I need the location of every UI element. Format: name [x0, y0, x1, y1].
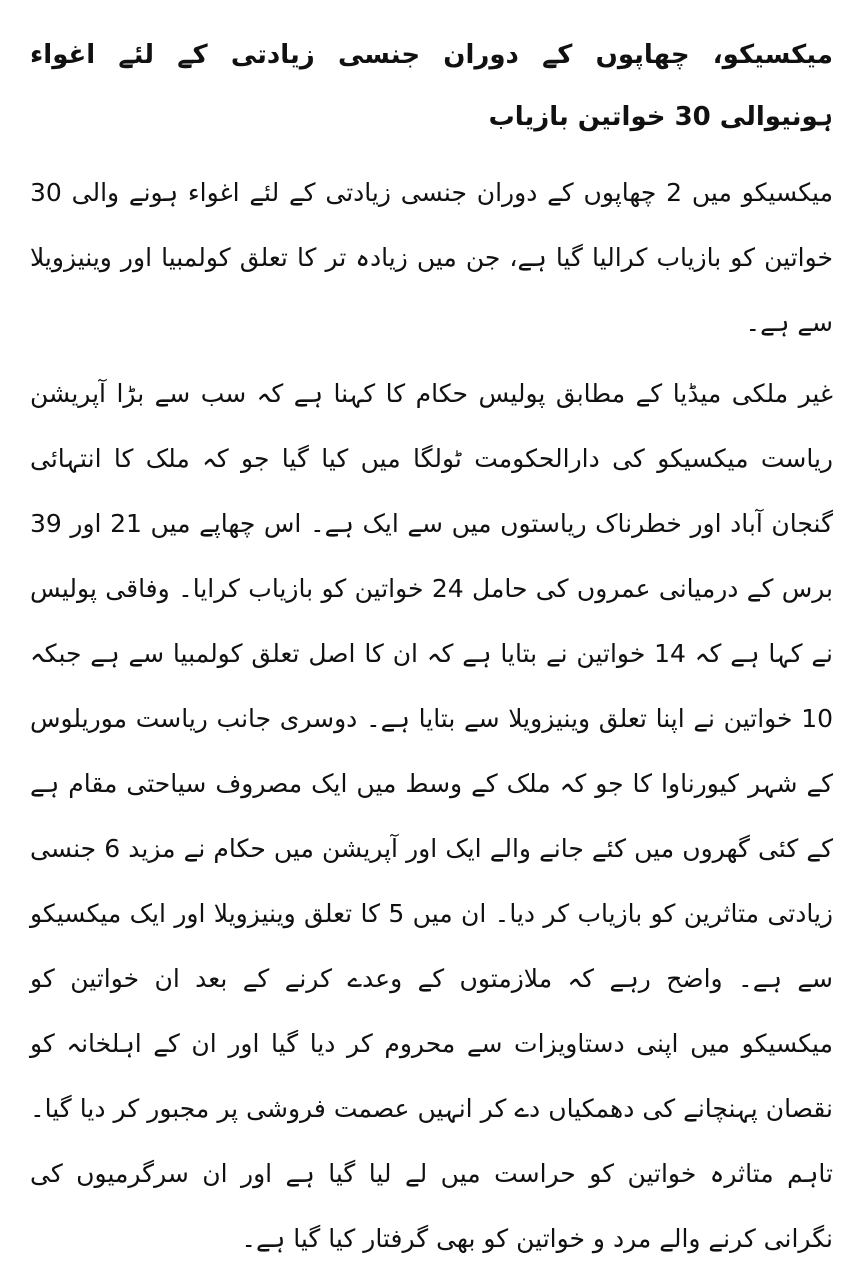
article-headline: میکسیکو، چھاپوں کے دوران جنسی زیادتی کے لئے اغواء ہونیوالی 30 خواتین بازیاب	[30, 40, 833, 132]
article-body-paragraph: غیر ملکی میڈیا کے مطابق پولیس حکام کا کہنا ہے کہ سب سے بڑا آپریشن ریاست میکسیکو کی دارالحکومت ٹولگا میں کیا گیا جو کہ ملک کا انتہائی گنجان آباد اور خطرناک ریاستوں میں سے ایک ہے۔ اس چھاپے میں 21 اور 39 برس کے درمیانی عمروں کی حامل 24 خواتین کو بازیاب کرایا۔ وفاقی پولیس نے کہا ہے کہ 14 خواتین نے بتایا ہے کہ ان کا اصل تعلق کولمبیا سے ہے جبکہ 10 خواتین نے اپنا تعلق وینیزویلا سے بتایا ہے۔ دوسری جانب ریاست موریلوس کے شہر کیورناوا کا جو کہ ملک کے وسط میں ایک مصروف سیاحتی مقام ہے کے کئی گھروں میں کئے جانے والے ایک اور آپریشن میں حکام نے مزید 6 جنسی زیادتی متاثرین کو بازیاب کر دیا۔ ان میں 5 کا تعلق وینیزویلا اور ایک میکسیکو سے ہے۔ واضح رہے کہ ملازمتوں کے وعدے کرنے کے بعد ان خواتین کو میکسیکو میں اپنی دستاویزات سے محروم کر دیا گیا اور ان کے اہلخانہ کو نقصان پہنچانے کی دھمکیاں دے کر انہیں عصمت فروشی پر مجبور کر دیا گیا۔ تاہم متاثرہ خواتین کو حراست میں لے لیا گیا ہے اور ان سرگرمیوں کی نگرانی کرنے والے مرد و خواتین کو بھی گرفتار کیا گیا ہے۔	[30, 379, 834, 1253]
article-intro-paragraph: میکسیکو میں 2 چھاپوں کے دوران جنسی زیادتی کے لئے اغواء ہونے والی 30 خواتین کو بازیاب کرالیا گیا ہے، جن میں زیادہ تر کا تعلق کولمبیا اور وینیزویلا سے ہے۔	[30, 178, 833, 337]
